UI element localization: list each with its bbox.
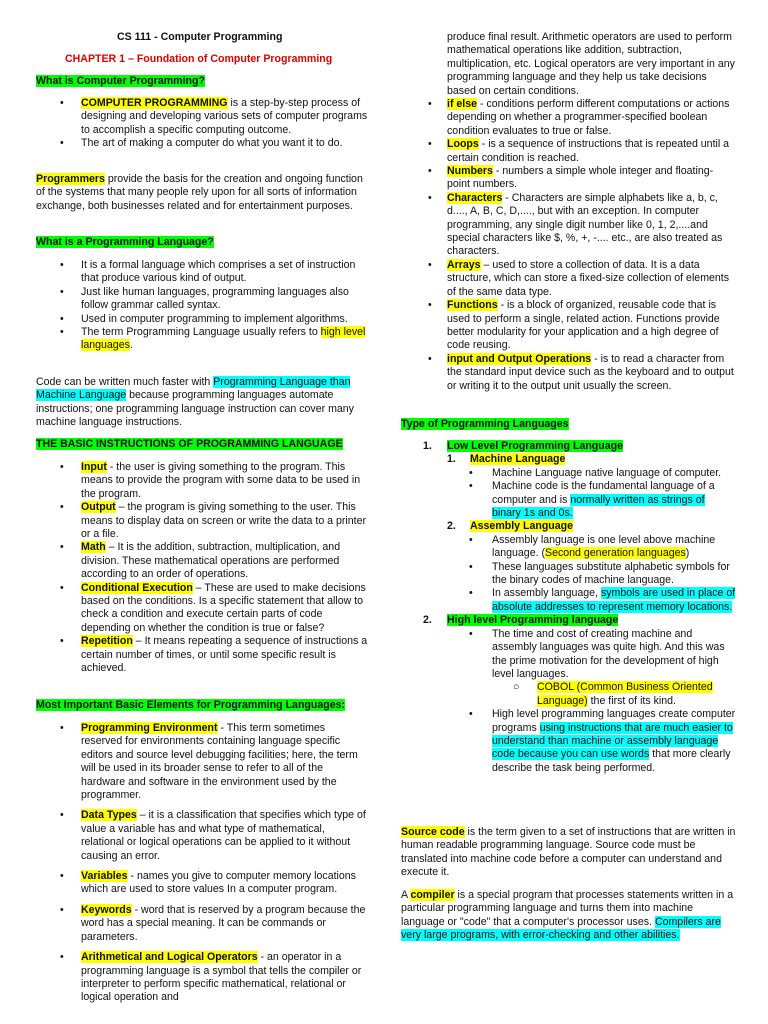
list-item: • Output – the program is giving something to the user. This means to display data on screen or write the data to a printer or a file. [60,501,367,541]
list-item: • These languages substitute alphabetic symbols for the binary codes of machine language. [469,560,730,587]
list-item: • Input - the user is giving something to the program. This means to provide the program with some data to be used in the program. [60,461,361,500]
section-heading-what-is-programming: What is Computer Programming? [36,75,205,87]
section-heading-basic-elements: Most Important Basic Elements for Programming Languages: [36,699,346,711]
list-item: • Programming Environment - This term sometimes reserved for environments containing language specific editors and source level debugging facilities; here, the term will be used in its broader sense to refer to all of the hardware and software in the environment used by the programmer. [60,722,358,802]
list-item: • input and Output Operations - is to read a character from the standard input device such as the keyboard and to output or writing it to the output unit usually the screen. [428,352,734,392]
list-item: • Arithmetical and Logical Operators - an operator in a programming language is a symbol that tells the compiler or interpreter to perform specific mathematical, relational or logical operation and [60,951,362,1004]
operators-continued-paragraph: produce final result. Arithmetic operators are used to perform mathematical operations like addition, subtraction, multiplication, etc. Logical operators are very important in any programming language and they help us take decisions based on certain conditions. [447,31,735,97]
outline-item-high-level: 2. High level Programming language [423,614,619,627]
list-item: • In assembly language, symbols are used in place of absolute addresses to represent memory locations. [469,587,736,613]
section-heading-language-types: Type of Programming Languages [401,418,569,430]
list-item: • Arrays – used to store a collection of data. It is a data structure, which can store a fixed-size collection of elements of the same data type. [428,258,730,298]
list-item: • Loops - is a sequence of instructions that is repeated until a certain condition is reached. [428,138,730,164]
list-item: • It is a formal language which comprises a set of instruction that produce various kind of output. [60,259,356,285]
list-item: • Variables - names you give to computer memory locations which are used to store values In a computer program. [60,870,356,896]
outline-item-low-level: 1. Low Level Programming Language [423,440,624,452]
list-item: • Just like human languages, programming languages also follow grammar called syntax. [60,285,349,312]
list-item: • COMPUTER PROGRAMMING is a step-by-step process of designing and developing various sets of computer programs to accomplish a specific computing outcome. [60,97,368,136]
list-item: ○ COBOL (Common Business Oriented Language) the first of its kind. [513,681,713,707]
list-item: • The art of making a computer do what you want it to do. [60,137,343,150]
code-speed-paragraph: Code can be written much faster with Programming Language than Machine Language because programming languages automate instructions; one programming language instruction can cover many machine language instructions. [36,376,354,429]
list-item: • Data Types – it is a classification that specifies which type of value a variable has and what type of mathematical, relational or logical operations can be applied to it without causing an error. [60,809,366,862]
list-item: • Functions - is a block of organized, reusable code that is used to perform a single, related action. Functions provide better modularity for your application and a high degree of code reusing. [428,299,720,352]
outline-item-assembly-language: 2. Assembly Language [447,520,574,533]
section-heading-basic-instructions: THE BASIC INSTRUCTIONS OF PROGRAMMING LANGUAGE [36,438,343,450]
list-item: • Machine Language native language of computer. [469,466,722,479]
section-heading-programming-language: What is a Programming Language? [36,236,214,248]
list-item: • Conditional Execution – These are used to make decisions based on the conditions. Is a specific statement that allow to check a condition and execute certain parts of code depending on whether the condition is true or false? [60,581,366,634]
document-title: CS 111 - Computer Programming [117,31,283,43]
list-item: • Repetition – It means repeating a sequence of instructions a certain number of times, or until some specific result is achieved. [60,635,368,675]
list-item: • Keywords - word that is reserved by a program because the word has a special meaning. It can be commands or parameters. [60,903,366,943]
programmers-paragraph: Programmers provide the basis for the creation and ongoing function of the systems that many people rely upon for all sorts of information exchange, both businesses related and for entertainment purposes. [36,173,363,212]
list-item: • Characters - Characters are simple alphabets like a, b, c, d...., A, B, C, D,...., but with an exception. In computer programming, any single digit number like 0, 1, 2,....and special characters like $, %, +, -.... etc., are also treated as characters. [428,191,723,258]
outline-item-machine-language: 1. Machine Language [447,453,566,466]
list-item: • Used in computer programming to implement algorithms. [60,312,348,325]
definition-list [36,97,369,151]
list-item: • The term Programming Language usually refers to high level languages. [60,326,366,352]
list-item: • The time and cost of creating machine and assembly languages was quite high. And this was the prime motivation for the development of high level languages. [469,627,725,680]
list-item: • Numbers - numbers a simple whole integer and floating-point numbers. [428,165,714,191]
basic-instructions-list [36,461,369,676]
list-item: • Machine code is the fundamental language of a computer and is normally written as strings of binary 1s and 0s. [469,480,715,520]
basic-elements-list [36,722,369,1005]
compiler-paragraph: A compiler is a special program that processes statements written in a particular programming language and turns them into machine language or "code" that a computer's processor uses. Compilers are very large programs, with error-checking and other abilities. [401,889,734,942]
language-types-outline [401,440,736,775]
source-code-paragraph: Source code is the term given to a set of instructions that are written in human readable programming language. Source code must be translated into machine code before a computer can understand and execute it. [401,826,736,879]
language-facts-list [36,259,369,353]
list-item: • Math – It is the addition, subtraction, multiplication, and division. These mathematical operations are performed according to an order of operations. [60,541,341,581]
elements-continued-list [401,98,736,393]
list-item: • High level programming languages create computer programs using instructions that are much easier to understand than machine or assembly language code because you can use words that more clearly describe the task being performed. [469,708,736,774]
list-item: • if else - conditions perform different computations or actions depending on whether a programmer-specified boolean condition evaluates to true or false. [428,98,730,137]
chapter-heading: CHAPTER 1 – Foundation of Computer Programming [65,53,333,65]
list-item: • Assembly language is one level above machine language. (Second generation languages) [469,533,716,560]
